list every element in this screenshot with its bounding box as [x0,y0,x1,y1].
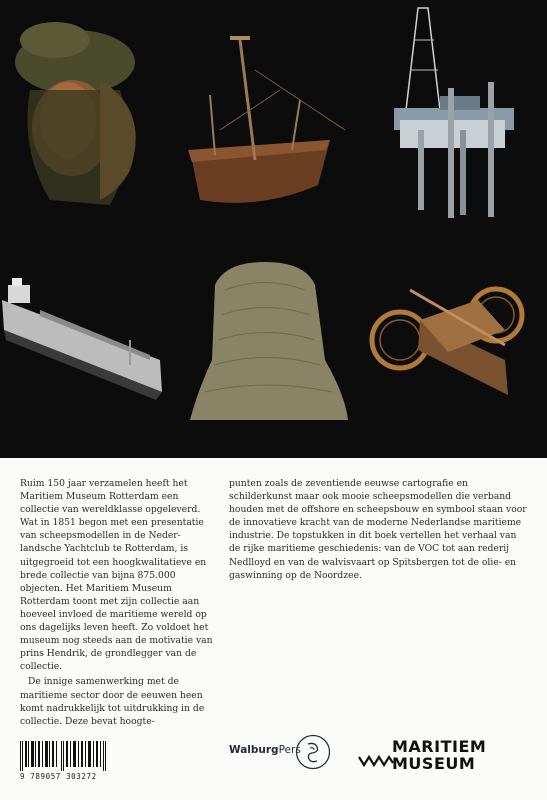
blurb-column-left [20,477,217,728]
publisher-seal-icon [295,734,331,770]
blurb-paragraph: punten zoals de zeventiende eeuwse cartografie en schilderkunst maar ook mooie scheepsmodellen die verband houden met de offshore en scheepsbouw en symbool staan voor de innovatieve kracht van de moderne Nederlandse maritieme industrie. De topstukken in dit boek vertellen het verhaal van de rijke maritieme geschiedenis: van de VOC tot aan rederij Nedlloyd en van de walvisvaart op Spitsbergen tot de olie- en gaswinning op de Noordzee. [229,478,527,581]
isbn-number: 9 789057 303272 [20,772,97,781]
cargo-ship-object [2,278,162,400]
oil-platform-object [394,8,514,218]
wicker-hat-object [190,262,348,420]
museum-logo-line2: MUSEUM [392,754,476,773]
isbn-barcode [20,741,106,771]
publisher-logo [229,744,301,756]
blurb-column-right [229,477,529,582]
maritiem-museum-wave-icon [358,754,394,768]
museum-logo-line1: MARITIEM [392,737,487,756]
blurb-paragraph: Ruim 150 jaar verzamelen heeft het Maritiem Museum Rotterdam een collectie van wereldklasse opgeleverd. Wat in 1851 begon met een presentatie van scheepsmodellen in de Nederlandsche Yachtclub te Rotterdam, is uitgegroeid tot een hoogkwalitatieve en brede collectie van bijna 875.000 objecten. Het Maritiem Museum Rotterdam toont met zijn collectie aan hoeveel invloed de maritieme wereld op ons dagelijks leven heeft. Zo voldoet het museum nog steeds aan de motivatie van prins Hendrik, de grondlegger van de collectie. [20,478,213,673]
blurb-paragraph: De innige samenwerking met de maritieme sector door de eeuwen heen komt nadrukkelijk tot uitdrukking in de collectie. Deze bevat hoogte- [20,676,205,727]
publisher-name-regular: Pers [278,744,301,756]
publisher-name-bold: Walburg [229,744,279,756]
cannon-carriage-object [372,289,522,395]
figurehead-object [15,22,136,205]
ship-model-object [188,38,345,203]
